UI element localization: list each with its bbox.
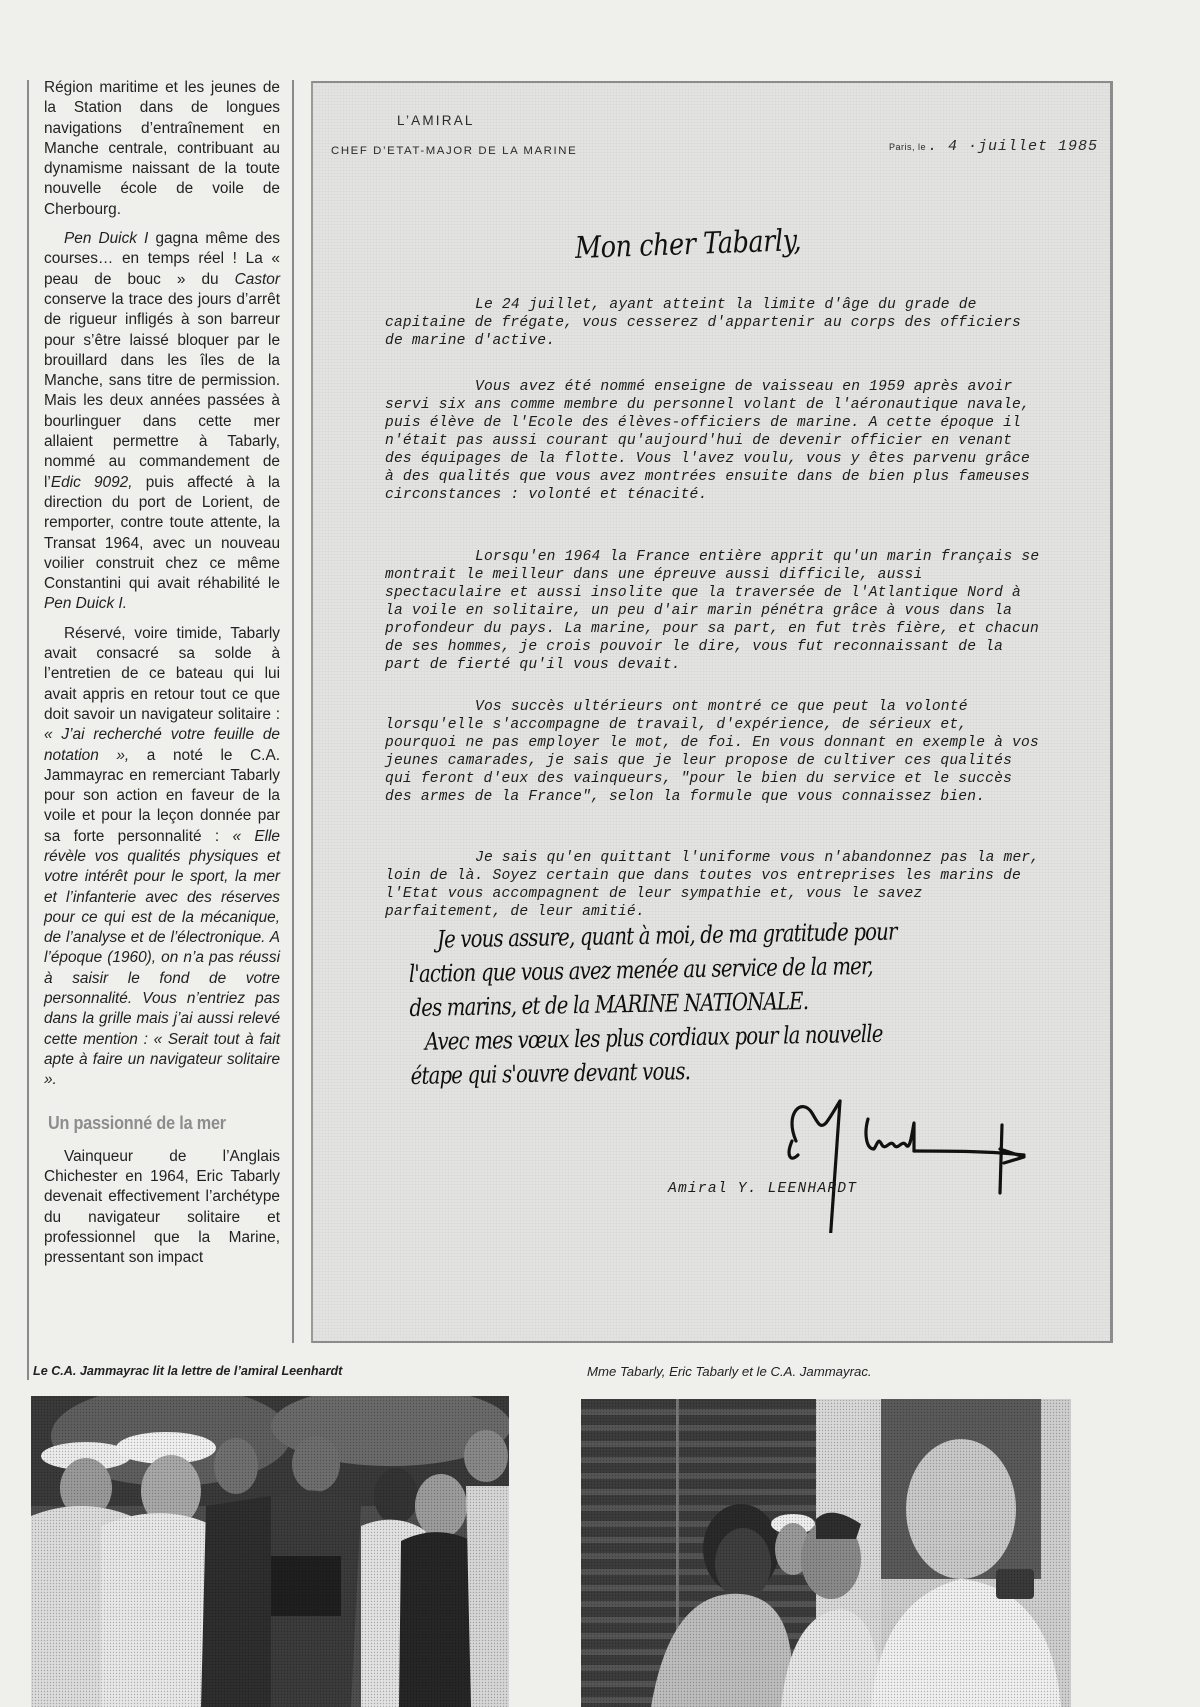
- typed-paragraph: [385, 698, 1040, 806]
- photo-caption: Le C.A. Jammayrac lit la lettre de l’amiral Leenhardt: [33, 1364, 343, 1378]
- text-run: puis affecté à la direction du port de Lorient, de remporter, contre toute attente, la Transat 1964, avec un nouveau voilier construit chez ce même Constantini qui avait réhabilité le: [44, 473, 280, 593]
- typed-text: Vos succès ultérieurs ont montré ce que peut la volonté lorsqu'elle s'accompagne de travail, d'expérience, de sérieux et, pourquoi ne pas employer le mot, de foi. En vous donnant en exemple à vos jeunes camarades, je sais que je leur propose de cultiver ces qualités qui feront d'eux des vainqueurs, "pour le bien du service et le succès des armes de la France", selon la formule que vous connaissez bien.: [385, 699, 1039, 805]
- handwritten-line: des marins, et de la MARINE NATIONALE.: [409, 987, 809, 1022]
- article-paragraph: Vainqueur de l’Anglais Chichester en 1964, Eric Tabarly devenait effectivement l’archétype du navigateur solitaire et professionnel que la Marine, pressentant son impact: [44, 1147, 280, 1267]
- typed-paragraph: [385, 849, 1040, 921]
- text-run: Région maritime et les jeunes de la Station dans de longues navigations d’entraînement en Manche centrale, contribuant au dynamisme naissant de la toute nouvelle école de voile de Cherbourg.: [44, 79, 280, 218]
- typed-text: Le 24 juillet, ayant atteint la limite d'âge du grade de capitaine de frégate, vous cesserez d'appartenir au corps des officiers de marine d'active.: [385, 297, 1021, 349]
- italic-run: Edic 9092,: [50, 473, 133, 491]
- letterhead-title: L’AMIRAL: [397, 113, 475, 128]
- article-paragraph: [44, 624, 280, 1091]
- handwritten-line: Avec mes vœux les plus cordiaux pour la nouvelle: [424, 1019, 883, 1056]
- italic-run: Pen Duick I: [64, 230, 149, 248]
- handwritten-line: étape qui s'ouvre devant vous.: [410, 1057, 691, 1090]
- letter-facsimile: [311, 81, 1113, 1343]
- text-run: conserve la trace des jours d’arrêt de rigueur infligés à son barreur pour s’être laissé bloquer par le brouillard dans les îles de la Manche, sans titre de permission. Mais les deux années passées à bourlinguer dans cette mer allaient permettre à Tabarly, nommé au commandement de l’: [44, 290, 280, 491]
- photo-letter-reading: [31, 1396, 509, 1707]
- signatory-name: Amiral Y. LEENHARDT: [668, 1181, 858, 1197]
- article-column: [44, 78, 280, 1278]
- handwritten-line: l'action que vous avez menée au service de la mer,: [408, 951, 874, 988]
- date-prefix: Paris, le: [888, 142, 926, 152]
- typed-paragraph: [385, 296, 1040, 350]
- column-rule-right: [292, 80, 294, 1343]
- handwritten-line: Je vous assure, quant à moi, de ma gratitude pour: [436, 917, 897, 954]
- letterhead-subtitle: CHEF D’ETAT-MAJOR DE LA MARINE: [331, 145, 578, 157]
- text-run: Réservé, voire timide, Tabarly avait consacré sa solde à l’entretien de ce bateau qui lui avait appris en retour tout ce que doit savoir un navigateur solitaire :: [44, 624, 280, 723]
- italic-run: « Elle révèle vos qualités physiques et votre intérêt pour le sport, la mer et l’infanterie avec des réserves pour ce qui est de la mécanique, de l’analyse et de l’électronique. A l’époque (1960), on n’a pas réussi à saisir le fond de votre personnalité. Vous n’entriez pas dans la grille mais j’ai aussi relevé cette mention : « Serait tout à fait apte à faire un navigateur solitaire ».: [44, 827, 280, 1089]
- italic-run: « J’ai recherché votre feuille de notation »,: [44, 726, 280, 764]
- italic-run: Pen Duick I.: [44, 595, 127, 613]
- date-value: . 4 ·juillet 1985: [927, 138, 1098, 155]
- text-run: a noté le C.A. Jammayrac en remerciant Tabarly pour son action en faveur de la voile et pour la leçon donnée par sa forte personnalité :: [44, 746, 280, 845]
- letter-date: [889, 137, 1098, 155]
- handwritten-postscript: [408, 914, 944, 1093]
- typed-paragraph: [385, 548, 1040, 674]
- section-subheading: Un passionné de la mer: [48, 1112, 226, 1133]
- handwritten-salutation: Mon cher Tabarly,: [574, 223, 802, 266]
- photo-caption: Mme Tabarly, Eric Tabarly et le C.A. Jammayrac.: [587, 1364, 872, 1379]
- article-paragraph: [44, 229, 280, 615]
- text-run: gagna même des courses… en temps réel ! La « peau de bouc » du: [44, 230, 281, 288]
- typed-text: Je sais qu'en quittant l'uniforme vous n'abandonnez pas la mer, loin de là. Soyez certain que dans toutes vos entreprises les marins de l'Etat vous accompagnent de leur sympathie et, vous le savez parfaitement, de leur amitié.: [385, 850, 1040, 920]
- typed-text: Lorsqu'en 1964 la France entière apprit qu'un marin français se montrait le meilleur dans une épreuve aussi difficile, aussi spectaculaire et aussi insolite que la traversée de l'Atlantique Nord à la voile en solitaire, un peu d'air marin pénétra grâce à vous dans la profondeur du pays. La marine, pour sa part, en fut très fière, et chacun de ses hommes, je crois pouvoir le dire, vous fut reconnaissant de la part de fierté qu'il vous devait.: [385, 549, 1040, 673]
- photo-tabarly-group: [581, 1399, 1071, 1707]
- signature: [778, 1093, 1048, 1233]
- typed-text: Vous avez été nommé enseigne de vaisseau en 1959 après avoir servi six ans comme membre du personnel volant de l'aéronautique navale, puis élève de l'Ecole des élèves-officiers de marine. A cette époque il n'était pas aussi courant qu'aujourd'hui de devenir officier en venant des équipages de la flotte. Vous l'avez voulu, vous y êtes parvenu grâce à des qualités que vous avez montrées ensuite dans de bien plus fameuses circonstances : volonté et ténacité.: [385, 379, 1030, 503]
- italic-run: Castor: [234, 270, 280, 288]
- typed-paragraph: [385, 378, 1040, 504]
- article-paragraph: [44, 78, 280, 220]
- column-rule-left: [27, 80, 29, 1380]
